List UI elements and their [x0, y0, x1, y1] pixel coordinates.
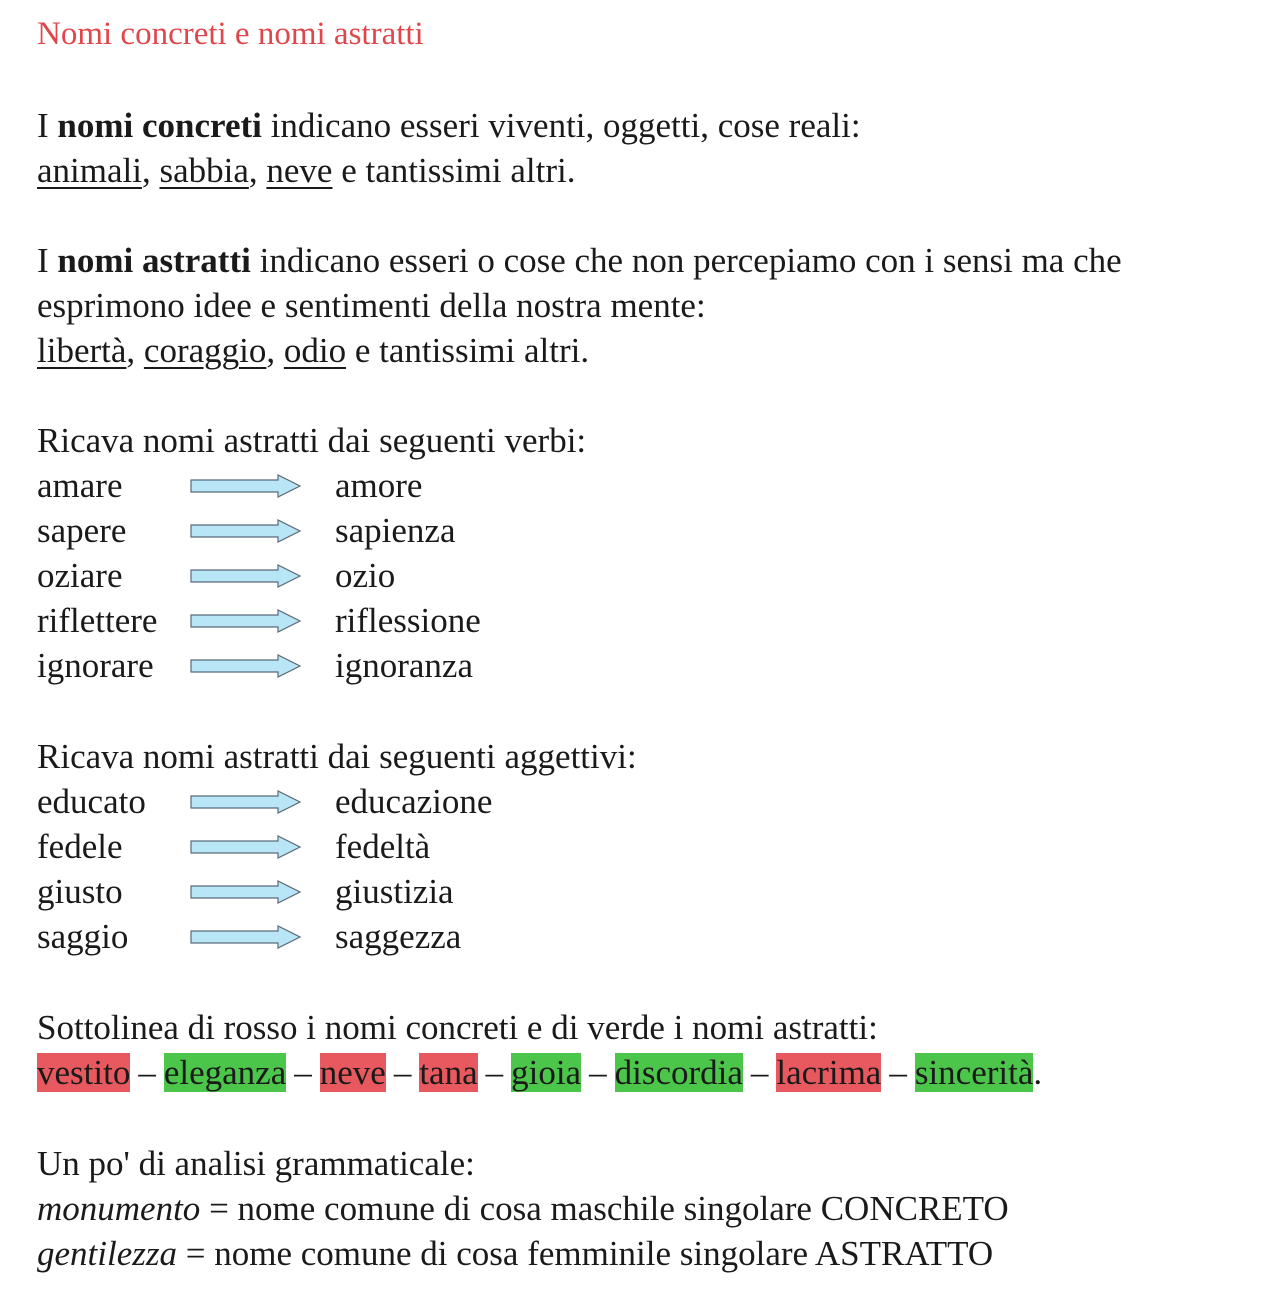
- separator-dash: –: [589, 1053, 607, 1092]
- concreti-example: neve: [266, 151, 333, 190]
- abstract-noun: fedeltà: [335, 827, 431, 866]
- concreti-example: animali: [37, 151, 142, 190]
- analisi-item: [37, 1186, 1009, 1231]
- astratti-prefix: I: [37, 241, 58, 280]
- right-arrow-icon: [190, 519, 302, 543]
- astratti-definition: [37, 238, 1122, 283]
- separator-dash: –: [485, 1053, 504, 1092]
- right-arrow-icon: [190, 609, 302, 633]
- abstract-noun: amore: [335, 466, 423, 505]
- astratti-example: libertà: [37, 331, 127, 370]
- separator-dash: –: [750, 1053, 769, 1092]
- right-arrow-icon: [190, 835, 302, 859]
- separator-dash: –: [294, 1053, 312, 1092]
- concreti-examples: [37, 148, 576, 193]
- abstract-noun-highlight: eleganza: [163, 1053, 287, 1092]
- aggettivi-heading: Ricava nomi astratti dai seguenti aggettivi:: [37, 737, 637, 776]
- source-word: sapere: [37, 511, 127, 550]
- concrete-noun-highlight: vestito: [37, 1053, 131, 1092]
- separator-dash: –: [889, 1053, 907, 1092]
- right-arrow-icon: [190, 654, 302, 678]
- analisi-heading: Un po' di analisi grammaticale:: [37, 1144, 475, 1183]
- source-word: educato: [37, 782, 146, 821]
- abstract-noun-highlight: sincerità: [914, 1053, 1034, 1092]
- concreti-definition: [37, 103, 861, 148]
- source-word: oziare: [37, 556, 123, 595]
- abstract-noun: riflessione: [335, 601, 481, 640]
- astratti-definition-line2: esprimono idee e sentimenti della nostra mente:: [37, 286, 706, 325]
- separator-dash: –: [393, 1053, 412, 1092]
- abstract-noun: educazione: [335, 782, 493, 821]
- astratti-example: coraggio: [143, 331, 267, 370]
- comma: ,: [266, 331, 276, 370]
- analisi-description: = nome comune di cosa femminile singolare ASTRATTO: [176, 1234, 994, 1273]
- concreti-prefix: I: [37, 106, 58, 145]
- abstract-noun: saggezza: [335, 917, 462, 956]
- astratti-term: nomi astratti: [57, 241, 251, 280]
- analisi-description: = nome comune di cosa maschile singolare CONCRETO: [200, 1189, 1009, 1228]
- source-word: amare: [37, 466, 123, 505]
- separator-dash: –: [138, 1053, 156, 1092]
- concrete-noun-highlight: neve: [319, 1053, 386, 1092]
- right-arrow-icon: [190, 564, 302, 588]
- analisi-item: [37, 1231, 993, 1276]
- page-title: Nomi concreti e nomi astratti: [37, 16, 424, 52]
- sentence-end: .: [1033, 1053, 1043, 1092]
- source-word: ignorare: [37, 646, 154, 685]
- concrete-noun-highlight: lacrima: [776, 1053, 882, 1092]
- comma: ,: [248, 151, 258, 190]
- source-word: saggio: [37, 917, 129, 956]
- abstract-noun: sapienza: [335, 511, 456, 550]
- concrete-noun-highlight: tana: [419, 1053, 478, 1092]
- right-arrow-icon: [190, 925, 302, 949]
- sottolinea-word-list: [37, 1050, 1042, 1095]
- concreti-tail: e tantissimi altri.: [332, 151, 576, 190]
- analisi-term: gentilezza: [37, 1234, 177, 1273]
- abstract-noun: ignoranza: [335, 646, 473, 685]
- comma: ,: [141, 151, 151, 190]
- astratti-example: odio: [283, 331, 347, 370]
- concreti-definition-text: indicano esseri viventi, oggetti, cose reali:: [261, 106, 861, 145]
- source-word: riflettere: [37, 601, 158, 640]
- comma: ,: [126, 331, 136, 370]
- astratti-tail: e tantissimi altri.: [346, 331, 590, 370]
- verbi-heading: Ricava nomi astratti dai seguenti verbi:: [37, 421, 587, 460]
- abstract-noun-highlight: gioia: [511, 1053, 582, 1092]
- abstract-noun-highlight: discordia: [614, 1053, 743, 1092]
- abstract-noun: giustizia: [335, 872, 454, 911]
- analisi-term: monumento: [37, 1189, 201, 1228]
- right-arrow-icon: [190, 790, 302, 814]
- worksheet-page: [37, 0, 1263, 1293]
- right-arrow-icon: [190, 474, 302, 498]
- astratti-examples: [37, 328, 589, 373]
- astratti-definition-text: indicano esseri o cose che non percepiamo con i sensi ma che: [250, 241, 1122, 280]
- concreti-example: sabbia: [159, 151, 249, 190]
- abstract-noun: ozio: [335, 556, 396, 595]
- source-word: giusto: [37, 872, 123, 911]
- concreti-term: nomi concreti: [57, 106, 262, 145]
- right-arrow-icon: [190, 880, 302, 904]
- source-word: fedele: [37, 827, 123, 866]
- sottolinea-heading: Sottolinea di rosso i nomi concreti e di verde i nomi astratti:: [37, 1008, 878, 1047]
